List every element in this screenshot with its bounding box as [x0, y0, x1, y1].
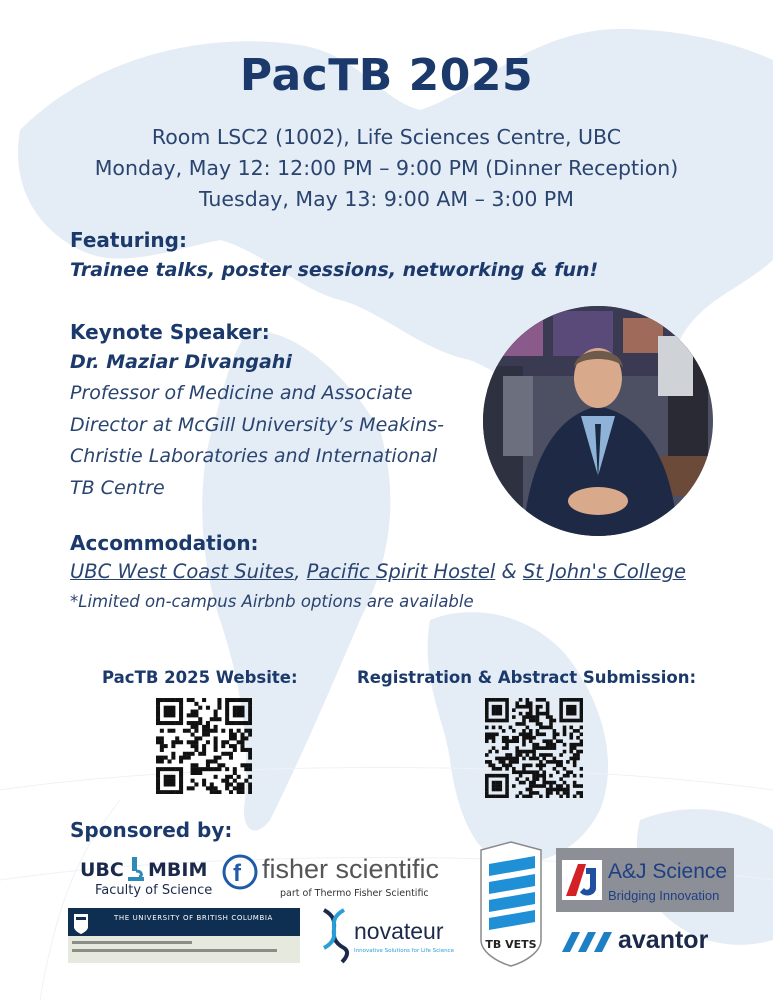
tb-vets-logo: TB VETS — [475, 840, 547, 968]
bio-line: Director at McGill University’s Meakins- — [70, 413, 444, 436]
featuring-heading: Featuring: — [70, 228, 187, 252]
bio-line: Professor of Medicine and Associate — [70, 382, 413, 404]
novateur-logo: novateur Innovative Solutions for Life Science — [316, 906, 468, 966]
keynote-bio — [70, 378, 444, 504]
aj-science-logo: A&J Science Bridging Innovation — [556, 848, 734, 912]
registration-qr-code[interactable] — [485, 698, 583, 798]
link-st-johns-college[interactable]: St John's College — [522, 560, 686, 583]
fisher-wordmark: fisher scientific — [262, 854, 440, 884]
bio-line: TB Centre — [70, 476, 165, 499]
schedule-tuesday: Tuesday, May 13: 9:00 AM – 3:00 PM — [199, 187, 574, 211]
dna-helix-icon — [316, 906, 352, 964]
website-qr-code[interactable] — [156, 698, 252, 794]
separator: & — [495, 560, 523, 583]
svg-text:f: f — [233, 860, 241, 887]
microscope-icon — [126, 855, 146, 883]
airbnb-note: *Limited on-campus Airbnb options are available — [70, 592, 474, 611]
ubc-mbim-logo: UBC MBIM Faculty of Science — [80, 855, 220, 903]
avantor-mark-icon — [560, 930, 612, 954]
featuring-text: Trainee talks, poster sessions, networking & fun! — [70, 259, 599, 281]
fisher-scientific-logo: f fisher scientific part of Thermo Fisher Scientific — [222, 852, 462, 904]
accommodation-heading: Accommodation: — [70, 531, 259, 555]
separator: , — [294, 560, 307, 583]
ubc-medicine-logo: THE UNIVERSITY OF BRITISH COLUMBIA — [68, 908, 300, 963]
link-ubc-west-coast-suites[interactable]: UBC West Coast Suites — [70, 560, 295, 583]
venue-location: Room LSC2 (1002), Life Sciences Centre, UBC — [151, 125, 622, 149]
aj-monogram-icon — [562, 860, 602, 900]
website-qr-label: PacTB 2025 Website: — [102, 668, 298, 687]
ubc-crest-icon — [73, 913, 89, 935]
avantor-logo: avantor — [560, 926, 742, 958]
link-pacific-spirit-hostel[interactable]: Pacific Spirit Hostel — [306, 560, 496, 583]
registration-qr-label: Registration & Abstract Submission: — [357, 668, 697, 687]
speaker-photo — [483, 306, 713, 536]
schedule-monday: Monday, May 12: 12:00 PM – 9:00 PM (Dinner Reception) — [94, 156, 679, 180]
keynote-speaker-name: Dr. Maziar Divangahi — [70, 351, 292, 373]
sponsors-heading: Sponsored by: — [70, 818, 233, 842]
accommodation-links — [70, 560, 686, 583]
event-title: PacTB 2025 — [239, 50, 534, 101]
keynote-heading: Keynote Speaker: — [70, 320, 270, 344]
bio-line: Christie Laboratories and International — [70, 445, 438, 467]
fisher-f-icon — [222, 854, 258, 890]
